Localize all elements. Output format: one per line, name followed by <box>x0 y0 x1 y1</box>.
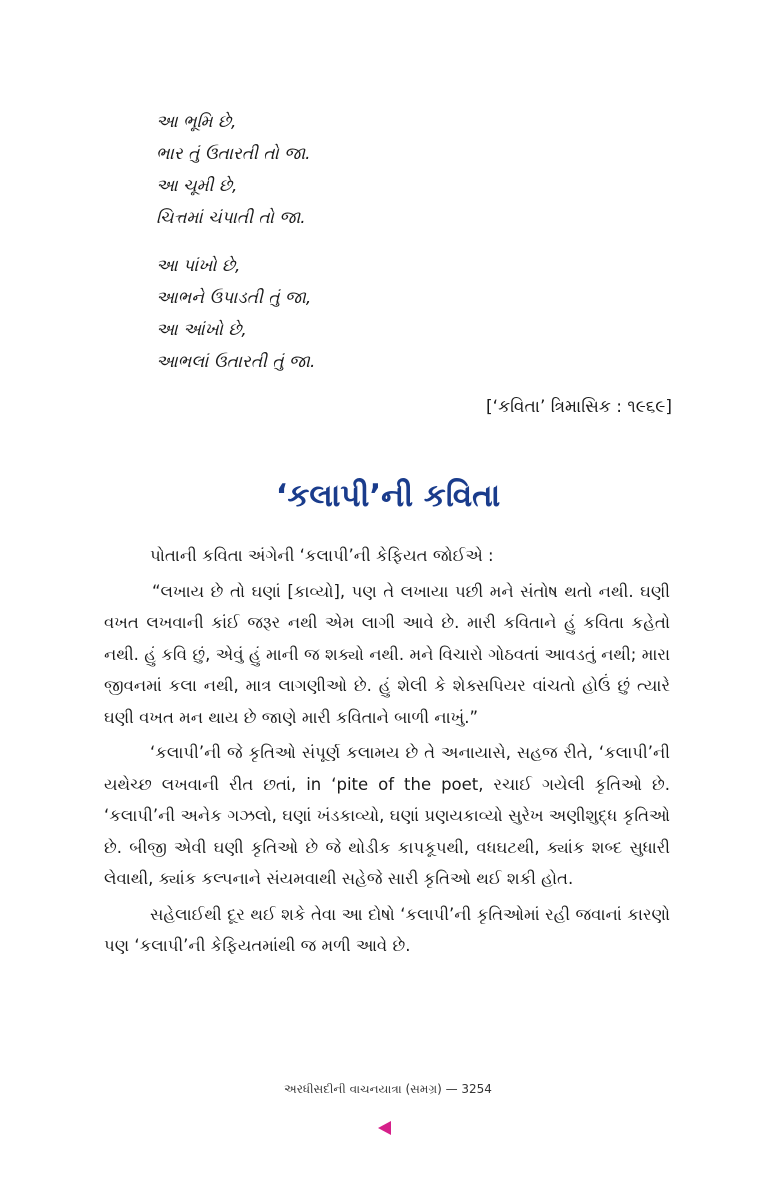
poem-line: આ પાંખો છે, <box>156 256 241 276</box>
poem-stanza-1 <box>156 106 676 234</box>
poem-line: આ ચૂમી છે, <box>156 176 238 196</box>
paragraph-quote: “લખાય છે તો ઘણાં [કાવ્યો], પણ તે લખાયા પછી મને સંતોષ થતો નથી. ઘણી વખત લખવાની કાંઈ જરૂર નથી એમ લાગી આવે છે. મારી કવિતાને હું કવિતા કહેતો નથી. હું કવિ છું, એવું હું માની જ શક્યો નથી. મને વિચારો ગોઠવતાં આવડતું નથી; મારા જીવનમાં કલા નથી, માત્ર લાગણીઓ છે. હું શેલી કે શેક્સપિયર વાંચતો હોઉં છું ત્યારે ઘણી વખત મન થાય છે જાણે મારી કવિતાને બાળી નાખું.” <box>104 581 670 727</box>
paragraph: સહેલાઈથી દૂર થઈ શકે તેવા આ દોષો ‘કલાપી’ની કૃતિઓમાં રહી જવાનાં કારણો પણ ‘કલાપી’ની કેફિયતમાંથી જ મળી આવે છે. <box>104 904 670 955</box>
page-footer: અરધીસદીની વાચનયાત્રા (સમગ્ર) — 3254 <box>284 1082 492 1096</box>
section-heading: ‘કલાપી’ની કવિતા <box>275 478 501 514</box>
poem-line: ભાર તું ઉતારતી તો જા. <box>156 144 311 164</box>
poem-line: આ આંખો છે, <box>156 320 247 340</box>
poem-line: આભને ઉપાડતી તું જા, <box>156 288 312 308</box>
poem-line: આભલાં ઉતારતી તું જા. <box>156 352 316 372</box>
prev-page-arrow-icon[interactable] <box>378 1121 391 1135</box>
poem-source-citation: [‘કવિતા’ ત્રિમાસિક : ૧૯૬૯] <box>486 397 672 417</box>
poem <box>156 106 676 378</box>
poem-stanza-2 <box>156 250 676 378</box>
paragraph-intro: પોતાની કવિતા અંગેની ‘કલાપી’ની કેફિયત જોઈએ : <box>150 546 494 565</box>
poem-line: ચિત્તમાં ચંપાતી તો જા. <box>156 208 306 228</box>
poem-line: આ ભૂમિ છે, <box>156 112 237 132</box>
article-body <box>104 540 670 966</box>
paragraph: ‘કલાપી’ની જે કૃતિઓ સંપૂર્ણ કલામય છે તે અનાયાસે, સહજ રીતે, ‘કલાપી’ની યથેચ્છ લખવાની રીત છતાં, in ‘pite of the poet, રચાઈ ગયેલી કૃતિઓ છે. ‘કલાપી’ની અનેક ગઝલો, ઘણાં ખંડકાવ્યો, ઘણાં પ્રણયકાવ્યો સુરેખ અણીશુદ્ધ કૃતિઓ છે. બીજી એવી ઘણી કૃતિઓ છે જે થોડીક કાપકૂપથી, વધઘટથી, ક્યાંક શબ્દ સુધારી લેવાથી, ક્યાંક કલ્પનાને સંયમવાથી સહેજે સારી કૃતિઓ થઈ શકી હોત. <box>104 743 670 888</box>
